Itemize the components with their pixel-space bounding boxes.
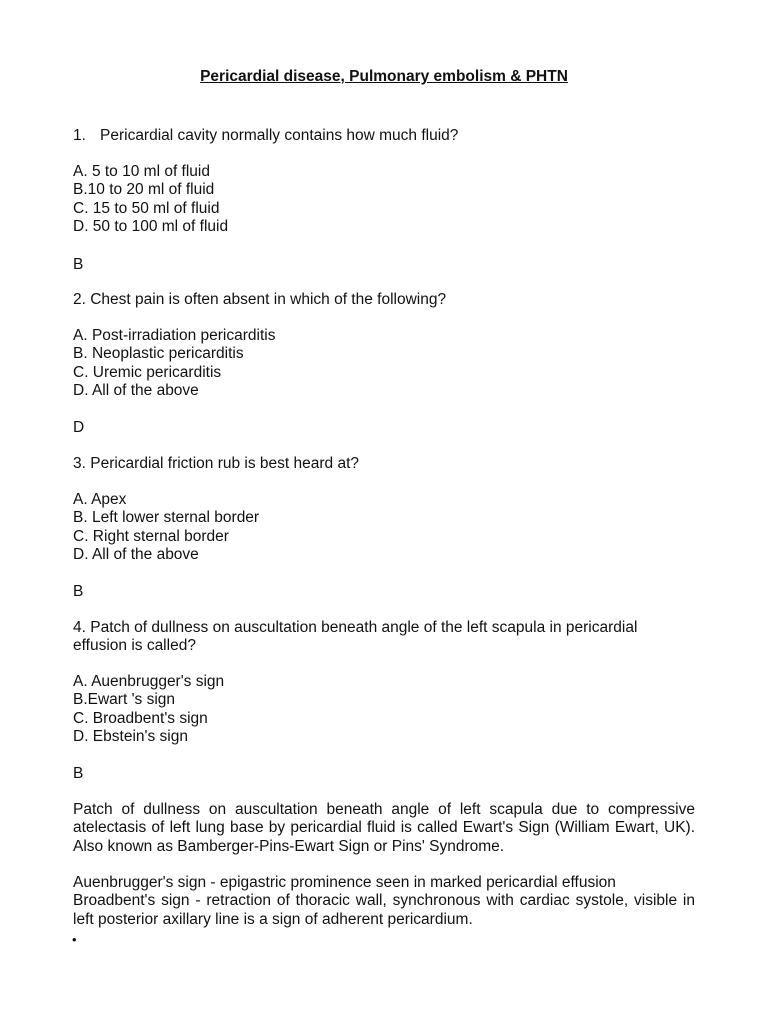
question-1-option-a: A. 5 to 10 ml of fluid bbox=[73, 163, 210, 180]
question-4-options bbox=[73, 673, 695, 746]
question-1-option-b: B.10 to 20 ml of fluid bbox=[73, 181, 215, 199]
question-4-option-c: C. Broadbent's sign bbox=[73, 709, 208, 727]
question-2-answer: D bbox=[73, 419, 85, 436]
question-1 bbox=[73, 127, 695, 145]
bullet-marker: • bbox=[72, 932, 77, 947]
question-3-option-c: C. Right sternal border bbox=[73, 527, 229, 545]
question-1-text: Pericardial cavity normally contains how much fluid? bbox=[100, 127, 459, 144]
question-1-stem bbox=[73, 127, 695, 145]
question-2-option-d: D. All of the above bbox=[73, 381, 199, 399]
question-2-option-c: C. Uremic pericarditis bbox=[73, 363, 222, 381]
question-2-option-a: A. Post-irradiation pericarditis bbox=[73, 327, 276, 344]
question-4-option-b: B.Ewart 's sign bbox=[73, 691, 176, 709]
question-1-answer: B bbox=[73, 256, 84, 273]
question-4-text: 4. Patch of dullness on auscultation beneath angle of the left scapula in pericardial effusion is called? bbox=[73, 619, 638, 655]
explanation-signs bbox=[73, 874, 695, 929]
question-1-option-d: D. 50 to 100 ml of fluid bbox=[73, 217, 229, 235]
question-3-option-d: D. All of the above bbox=[73, 545, 199, 563]
question-1-number: 1. bbox=[73, 127, 86, 144]
question-3-option-b: B. Left lower sternal border bbox=[73, 509, 260, 527]
auenbrugger-sign-note: Auenbrugger's sign - epigastric prominence seen in marked pericardial effusion bbox=[73, 874, 616, 891]
question-3-options bbox=[73, 491, 695, 564]
question-3-answer: B bbox=[73, 583, 84, 600]
broadbent-sign-note: Broadbent's sign - retraction of thoracic wall, synchronous with cardiac systole, visible in left posterior axillary line is a sign of adherent pericardium. bbox=[73, 892, 695, 928]
question-3-text: 3. Pericardial friction rub is best heard at? bbox=[73, 455, 360, 472]
question-1-option-c: C. 15 to 50 ml of fluid bbox=[73, 199, 220, 217]
question-2-text: 2. Chest pain is often absent in which of the following? bbox=[73, 291, 447, 308]
question-3-option-a: A. Apex bbox=[73, 491, 127, 508]
question-2-option-b: B. Neoplastic pericarditis bbox=[73, 345, 244, 363]
question-4-answer: B bbox=[73, 765, 84, 782]
document-title: Pericardial disease, Pulmonary embolism & PHTN bbox=[200, 68, 568, 85]
question-1-options bbox=[73, 163, 695, 236]
question-4-option-a: A. Auenbrugger's sign bbox=[73, 673, 225, 690]
question-4-option-d: D. Ebstein's sign bbox=[73, 727, 188, 745]
question-2-options bbox=[73, 327, 695, 400]
explanation-paragraph: Patch of dullness on auscultation beneath angle of left scapula due to compressive atelectasis of left lung base by pericardial fluid is called Ewart's Sign (William Ewart, UK). Also known as Bamberger-Pins-Ewart Sign or Pins' Syndrome. bbox=[73, 801, 695, 855]
